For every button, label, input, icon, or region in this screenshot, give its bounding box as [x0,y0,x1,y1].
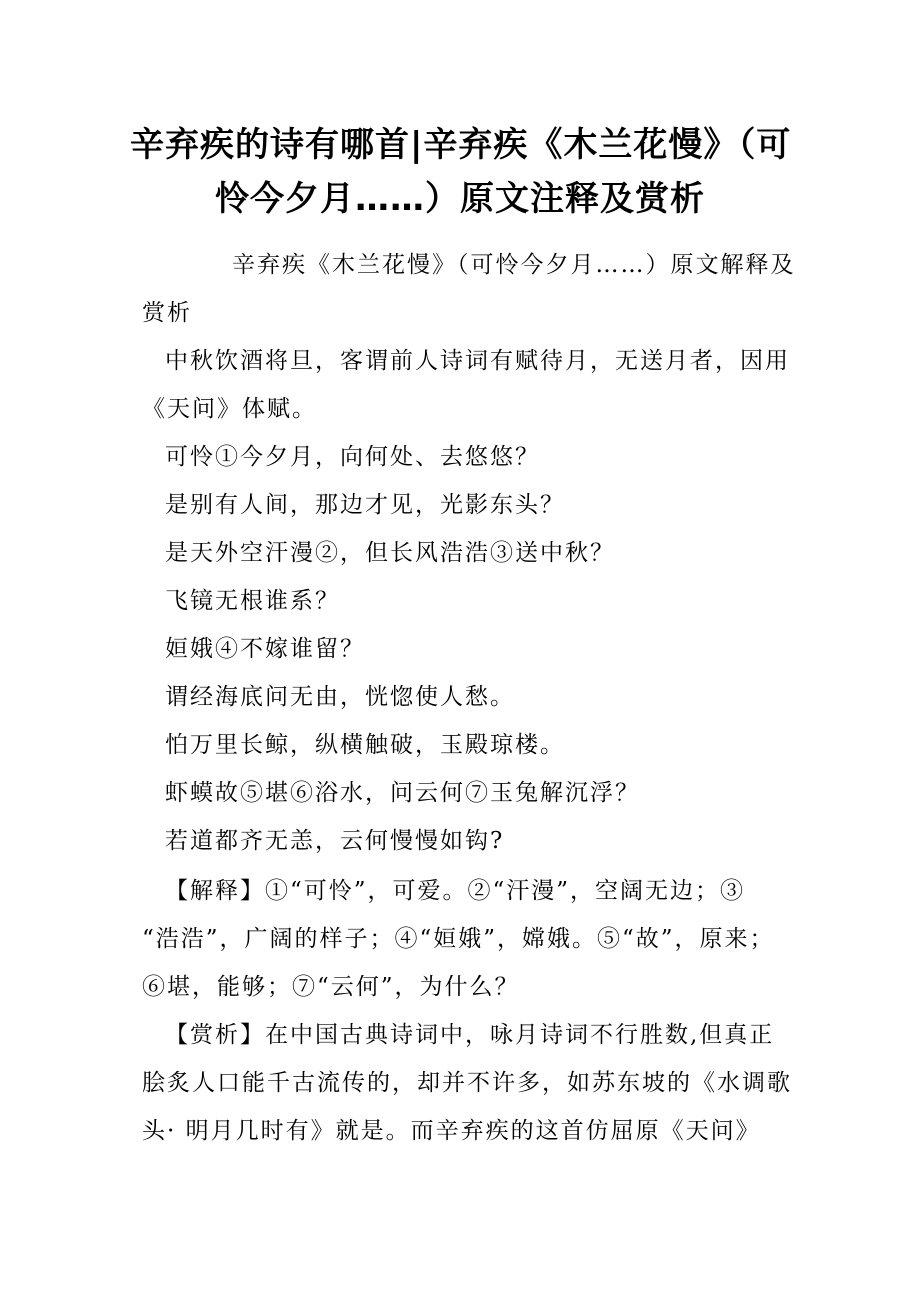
notes-line-3: ⑥堪，能够；⑦“云何”，为什么？ [142,974,520,1000]
subtitle-line-2: 赏析 [142,300,192,326]
document-title-line-2: 怜今夕月……）原文注释及赏析 [215,179,705,219]
poem-line: 怕万里长鲸，纵横触破，玉殿琼楼。 [165,732,565,758]
preface-line-2: 《天问》体赋。 [142,396,317,422]
analysis-line-1: 【赏析】在中国古典诗词中，咏月诗词不行胜数,但真正 [165,1022,775,1048]
poem-line: 若道都齐无恙，云何慢慢如钩? [165,828,505,854]
notes-line-2: “浩浩”，广阔的样子；④“姮娥”，嫦娥。⑤“故”，原来； [142,926,775,952]
poem-line: 虾蟆故⑤堪⑥浴水，问云何⑦玉兔解沉浮？ [165,780,640,806]
subtitle-line-1: 辛弃疾《木兰花慢》（可怜今夕月……）原文解释及 [232,252,796,278]
document-title-line-1: 辛弃疾的诗有哪首|辛弃疾《木兰花慢》（可 [130,125,792,165]
poem-line: 姮娥④不嫁谁留？ [165,636,365,662]
analysis-line-3: 头· 明月几时有》就是。而辛弃疾的这首仿屈原《天问》 [142,1118,761,1144]
analysis-line-2: 脍炙人口能千古流传的，却并不许多，如苏东坡的《水调歌 [142,1070,792,1096]
poem-line: 是别有人间，那边才见，光影东头？ [165,492,565,518]
poem-line: 可怜①今夕月，向何处、去悠悠？ [165,444,540,470]
poem-line: 飞镜无根谁系？ [165,588,340,614]
poem-line: 谓经海底问无由，恍惚使人愁。 [165,684,515,710]
notes-line-1: 【解释】①“可怜”，可爱。②“汗漫”，空阔无边；③ [165,878,746,904]
preface-line-1: 中秋饮酒将旦，客谓前人诗词有赋待月，无送月者，因用 [165,348,790,374]
poem-line: 是天外空汗漫②，但长风浩浩③送中秋？ [165,540,615,566]
